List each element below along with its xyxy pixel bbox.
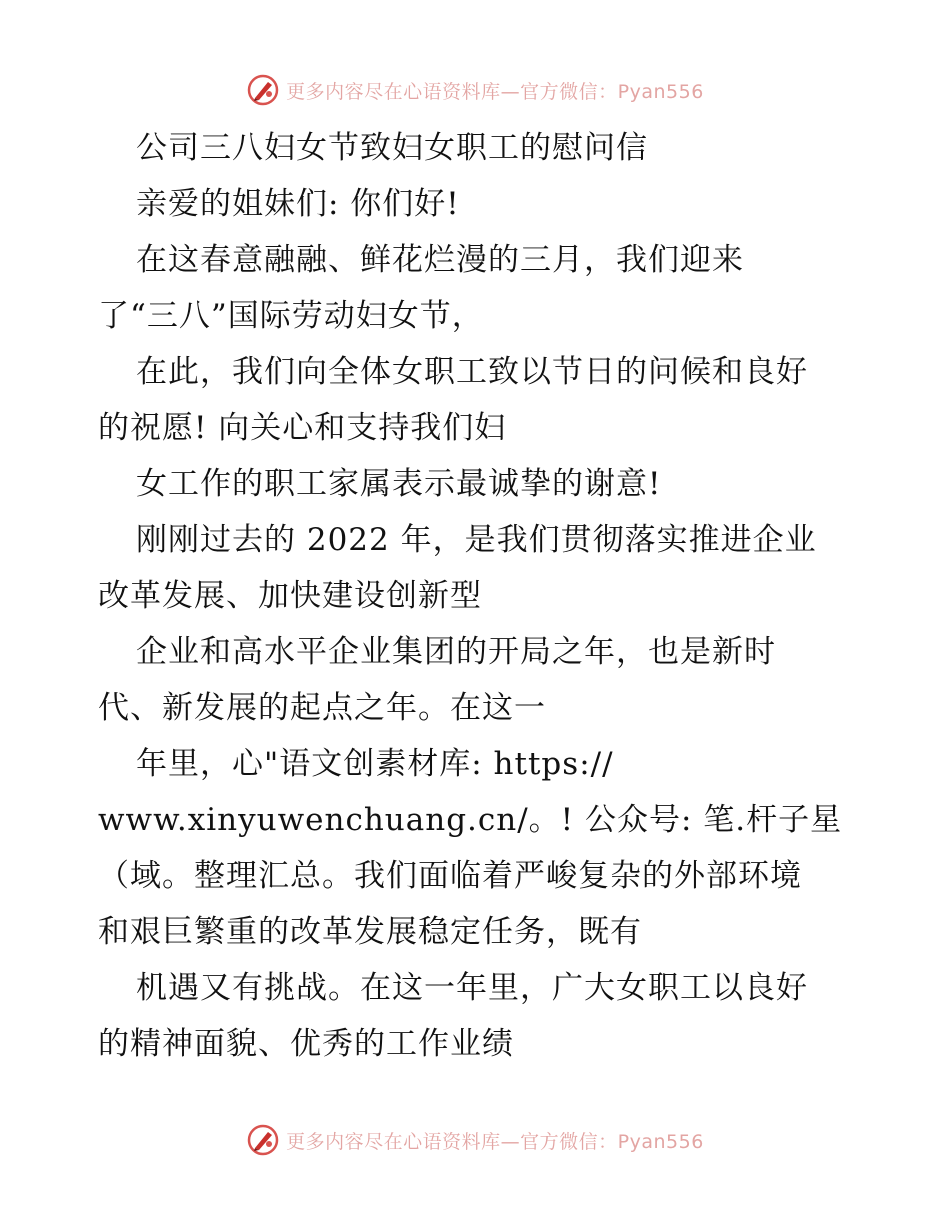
text-line: 机遇又有挑战。在这一年里，广大女职工以良好 xyxy=(136,970,808,1006)
footer-watermark-text: 更多内容尽在心语资料库—官方微信：Pyan556 xyxy=(286,1130,704,1153)
text-line: 的精神面貌、优秀的工作业绩 xyxy=(98,1026,514,1062)
text-line: 刚刚过去的 2022 年，是我们贯彻落实推进企业 xyxy=(136,522,817,558)
text-line: 企业和高水平企业集团的开局之年，也是新时 xyxy=(136,634,776,670)
text-line: 年里，心"语文创素材库: https:// xyxy=(136,746,614,782)
text-line: 在此，我们向全体女职工致以节日的问候和良好 xyxy=(136,354,808,390)
text-line: 和艰巨繁重的改革发展稳定任务，既有 xyxy=(98,914,642,950)
text-line: 改革发展、加快建设创新型 xyxy=(98,578,482,614)
text-line: 的祝愿! 向关心和支持我们妇 xyxy=(98,410,507,446)
text-line: 公司三八妇女节致妇女职工的慰问信 xyxy=(136,130,648,166)
footer-watermark-banner xyxy=(0,1120,950,1160)
text-line: 了“三八”国际劳动妇女节， xyxy=(98,298,484,334)
text-line: 代、新发展的起点之年。在这一 xyxy=(98,690,546,726)
text-line: 女工作的职工家属表示最诚挚的谢意! xyxy=(136,466,662,502)
text-line: 亲爱的姐妹们: 你们好! xyxy=(136,186,460,222)
text-line: 在这春意融融、鲜花烂漫的三月，我们迎来 xyxy=(136,242,744,278)
letter-body xyxy=(98,120,858,1072)
quill-pen-logo-icon xyxy=(246,73,280,107)
header-watermark-banner xyxy=(0,70,950,110)
text-line: www.xinyuwenchuang.cn/。! 公众号: 笔.杆子星 xyxy=(98,802,843,838)
text-line: （域。整理汇总。我们面临着严峻复杂的外部环境 xyxy=(98,858,802,894)
header-watermark-text: 更多内容尽在心语资料库—官方微信：Pyan556 xyxy=(286,80,704,103)
quill-pen-logo-icon xyxy=(246,1123,280,1157)
